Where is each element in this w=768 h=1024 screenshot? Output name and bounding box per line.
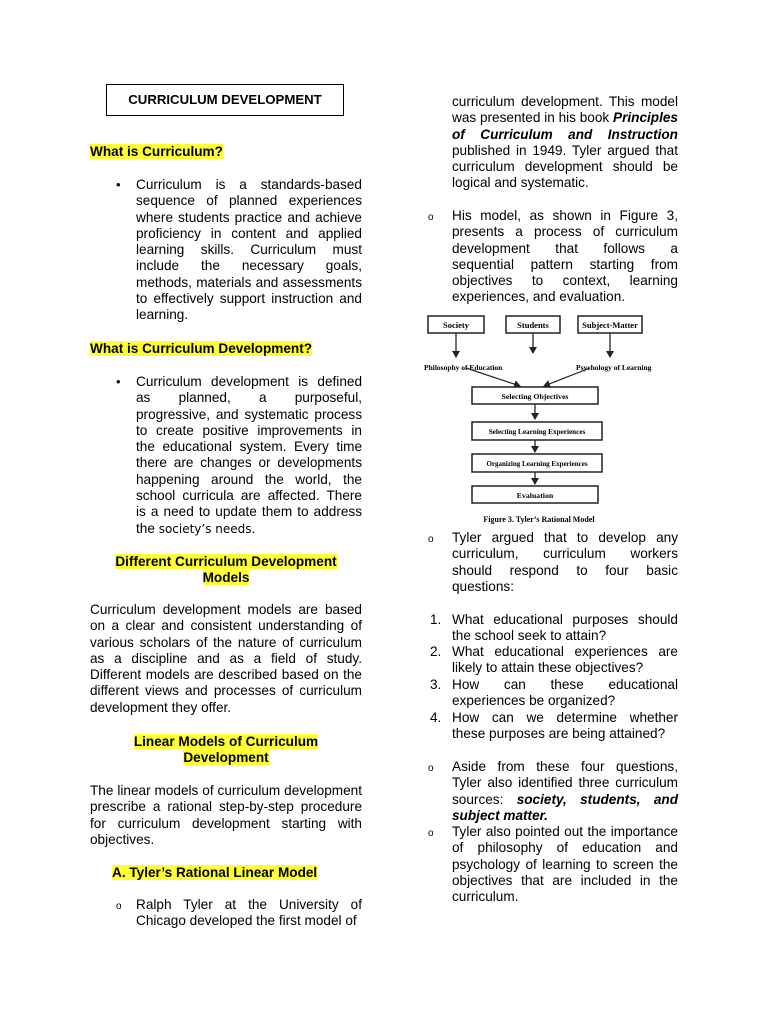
book-title: Principles of Curriculum and Instruction: [452, 110, 678, 142]
arrow-psychology: [544, 368, 590, 386]
label-psychology: Psychology of Learning: [576, 363, 652, 372]
question-number: 2.: [430, 644, 442, 659]
heading-what-is-curriculum-development-text: What is Curriculum Development?: [90, 341, 313, 356]
heading-tyler-model: [112, 865, 317, 881]
paragraph-tyler-continued-part1: curriculum development. This model was presented in his book: [452, 94, 678, 126]
paragraph-curriculum: Curriculum is a standards-based sequence of planned experiences where students practice and achieve proficiency in content and applied learning skills. Curriculum must include the necessary goals, methods, materials and assessments to effectively support instruction and learning.: [136, 177, 362, 323]
heading-different-models-line2: Models: [202, 570, 250, 586]
heading-tyler-model-text: A. Tyler’s Rational Linear Model: [112, 865, 318, 880]
circle-bullet-icon: o: [428, 763, 434, 774]
question-number: 1.: [430, 612, 442, 627]
question-2: What educational experiences are likely to attain these objectives?: [452, 644, 678, 676]
paragraph-curriculum-development-tail: society’s needs.: [158, 521, 256, 536]
step-evaluation-label: Evaluation: [516, 491, 554, 500]
paragraph-tyler-start: Ralph Tyler at the University of Chicago developed the first model of: [136, 897, 362, 929]
question-1: What educational purposes should the school seek to attain?: [452, 612, 678, 644]
paragraph-curriculum-sources-text: Aside from these four questions, Tyler also identified three curriculum sources:: [452, 759, 678, 807]
paragraph-tyler-continued: [452, 94, 678, 192]
heading-what-is-curriculum-text: What is Curriculum?: [90, 144, 223, 159]
paragraph-model-description: His model, as shown in Figure 3, presents a process of curriculum development that follows a sequential pattern starting from objectives to context, learning experiences, and evaluation.: [452, 208, 678, 305]
curriculum-sources-list: society, students, and subject matter.: [452, 791, 679, 823]
circle-bullet-icon: o: [428, 212, 434, 223]
heading-linear-models-line1: Linear Models of Curriculum: [133, 734, 319, 749]
paragraph-tyler-continued-part2: published in 1949. Tyler argued that curriculum development should be logical and systematic.: [452, 142, 678, 191]
heading-what-is-curriculum: [90, 144, 223, 160]
circle-bullet-icon: o: [116, 901, 122, 912]
document-title-text: CURRICULUM DEVELOPMENT: [128, 91, 322, 107]
paragraph-philosophy-psychology: Tyler also pointed out the importance of philosophy of education and psychology of learning to screen the objectives that are included in the curriculum.: [452, 824, 678, 905]
paragraph-tyler-argued: Tyler argued that to develop any curriculum, curriculum workers should respond to four basic questions:: [452, 530, 678, 594]
question-4: How can we determine whether these purposes are being attained?: [452, 710, 678, 742]
circle-bullet-icon: o: [428, 828, 434, 839]
figure-caption: Figure 3. Tyler’s Rational Model: [483, 515, 595, 524]
step-selecting-experiences-label: Selecting Learning Experiences: [488, 428, 586, 436]
bullet-icon: •: [116, 177, 121, 192]
paragraph-models: Curriculum development models are based on a clear and consistent understanding of various scholars of the nature of curriculum as a discipline and as a field of study. Different models are described based on the different views and processes of curriculum development they offer.: [90, 602, 362, 715]
box-students-label: Students: [517, 320, 549, 330]
question-number: 3.: [430, 677, 442, 692]
tyler-model-figure: [420, 310, 682, 528]
document-title: [106, 84, 344, 116]
paragraph-linear-models: The linear models of curriculum development prescribe a rational step-by-step procedure for curriculum development starting with objectives.: [90, 783, 362, 847]
bullet-icon: •: [116, 374, 121, 389]
step-selecting-objectives-label: Selecting Objectives: [501, 392, 569, 401]
heading-what-is-curriculum-development: [90, 341, 312, 357]
paragraph-curriculum-development-main: Curriculum development is defined as planned, a purposeful, progressive, and systematic process to create positive improvements in the educational system. Every time there are changes or developments happening around the world, the school curricula are affected. There is a need to update them to address the: [136, 374, 362, 536]
paragraph-curriculum-development: [136, 374, 362, 537]
label-philosophy: Philosophy of Education: [424, 363, 503, 372]
heading-different-models: [90, 554, 362, 587]
heading-linear-models-line2: Development: [183, 750, 269, 766]
box-society-label: Society: [443, 320, 469, 330]
paragraph-curriculum-sources: [452, 759, 678, 824]
circle-bullet-icon: o: [428, 534, 434, 545]
box-subject-matter-label: Subject-Matter: [582, 320, 638, 330]
step-organizing-experiences-label: Organizing Learning Experiences: [486, 460, 588, 468]
heading-linear-models: [90, 734, 362, 767]
heading-different-models-line1: Different Curriculum Development: [115, 554, 337, 569]
question-3: How can these educational experiences be organized?: [452, 677, 678, 709]
question-number: 4.: [430, 710, 442, 725]
